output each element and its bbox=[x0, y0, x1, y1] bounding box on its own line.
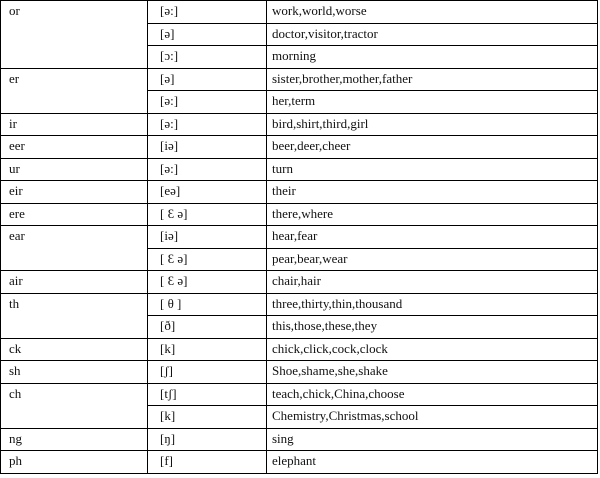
letter-combination-cell: th bbox=[1, 293, 148, 338]
pronunciation-cell: [ə] bbox=[148, 68, 267, 91]
letter-combination-cell: or bbox=[1, 1, 148, 69]
pronunciation-cell: [tʃ] bbox=[148, 383, 267, 406]
letter-combination-cell: ck bbox=[1, 338, 148, 361]
pronunciation-cell: [iə] bbox=[148, 136, 267, 159]
pronunciation-cell: [ə:] bbox=[148, 91, 267, 114]
table-row bbox=[1, 113, 598, 136]
pronunciation-cell: [eə] bbox=[148, 181, 267, 204]
letter-combination-cell: ch bbox=[1, 383, 148, 428]
letter-combination-cell: air bbox=[1, 271, 148, 294]
letter-combination-cell: eir bbox=[1, 181, 148, 204]
example-words-cell: pear,bear,wear bbox=[267, 248, 598, 271]
pronunciation-cell: [ Ɛ ə] bbox=[148, 248, 267, 271]
pronunciation-cell: [k] bbox=[148, 338, 267, 361]
letter-combination-cell: ng bbox=[1, 428, 148, 451]
example-words-cell: three,thirty,thin,thousand bbox=[267, 293, 598, 316]
example-words-cell: teach,chick,China,choose bbox=[267, 383, 598, 406]
letter-combination-cell: sh bbox=[1, 361, 148, 384]
example-words-cell: chick,click,cock,clock bbox=[267, 338, 598, 361]
letter-combination-cell: ph bbox=[1, 451, 148, 474]
pronunciation-cell: [ŋ] bbox=[148, 428, 267, 451]
pronunciation-cell: [ Ɛ ə] bbox=[148, 203, 267, 226]
example-words-cell: her,term bbox=[267, 91, 598, 114]
example-words-cell: sister,brother,mother,father bbox=[267, 68, 598, 91]
pronunciation-cell: [iə] bbox=[148, 226, 267, 249]
pronunciation-cell: [f] bbox=[148, 451, 267, 474]
pronunciation-cell: [ə:] bbox=[148, 1, 267, 24]
table-row bbox=[1, 338, 598, 361]
example-words-cell: beer,deer,cheer bbox=[267, 136, 598, 159]
letter-combination-cell: ere bbox=[1, 203, 148, 226]
example-words-cell: hear,fear bbox=[267, 226, 598, 249]
example-words-cell: there,where bbox=[267, 203, 598, 226]
example-words-cell: their bbox=[267, 181, 598, 204]
table-row bbox=[1, 271, 598, 294]
example-words-cell: doctor,visitor,tractor bbox=[267, 23, 598, 46]
example-words-cell: elephant bbox=[267, 451, 598, 474]
example-words-cell: sing bbox=[267, 428, 598, 451]
pronunciation-cell: [ Ɛ ə] bbox=[148, 271, 267, 294]
table-row bbox=[1, 203, 598, 226]
letter-combination-cell: eer bbox=[1, 136, 148, 159]
example-words-cell: work,world,worse bbox=[267, 1, 598, 24]
example-words-cell: turn bbox=[267, 158, 598, 181]
table-row bbox=[1, 181, 598, 204]
pronunciation-cell: [ɔ:] bbox=[148, 46, 267, 69]
example-words-cell: chair,hair bbox=[267, 271, 598, 294]
phonics-table-body bbox=[1, 1, 598, 474]
example-words-cell: this,those,these,they bbox=[267, 316, 598, 339]
pronunciation-cell: [ə:] bbox=[148, 113, 267, 136]
pronunciation-cell: [ə] bbox=[148, 23, 267, 46]
pronunciation-cell: [ʃ] bbox=[148, 361, 267, 384]
example-words-cell: Chemistry,Christmas,school bbox=[267, 406, 598, 429]
example-words-cell: morning bbox=[267, 46, 598, 69]
table-row bbox=[1, 383, 598, 406]
pronunciation-cell: [ θ ] bbox=[148, 293, 267, 316]
table-row bbox=[1, 158, 598, 181]
example-words-cell: bird,shirt,third,girl bbox=[267, 113, 598, 136]
letter-combination-cell: ear bbox=[1, 226, 148, 271]
pronunciation-cell: [k] bbox=[148, 406, 267, 429]
table-row bbox=[1, 361, 598, 384]
table-row bbox=[1, 428, 598, 451]
table-row bbox=[1, 68, 598, 91]
letter-combination-cell: er bbox=[1, 68, 148, 113]
letter-combination-cell: ir bbox=[1, 113, 148, 136]
table-row bbox=[1, 136, 598, 159]
table-row bbox=[1, 1, 598, 24]
table-row bbox=[1, 451, 598, 474]
pronunciation-cell: [ð] bbox=[148, 316, 267, 339]
table-row bbox=[1, 226, 598, 249]
table-row bbox=[1, 293, 598, 316]
letter-combination-cell: ur bbox=[1, 158, 148, 181]
example-words-cell: Shoe,shame,she,shake bbox=[267, 361, 598, 384]
pronunciation-cell: [ə:] bbox=[148, 158, 267, 181]
